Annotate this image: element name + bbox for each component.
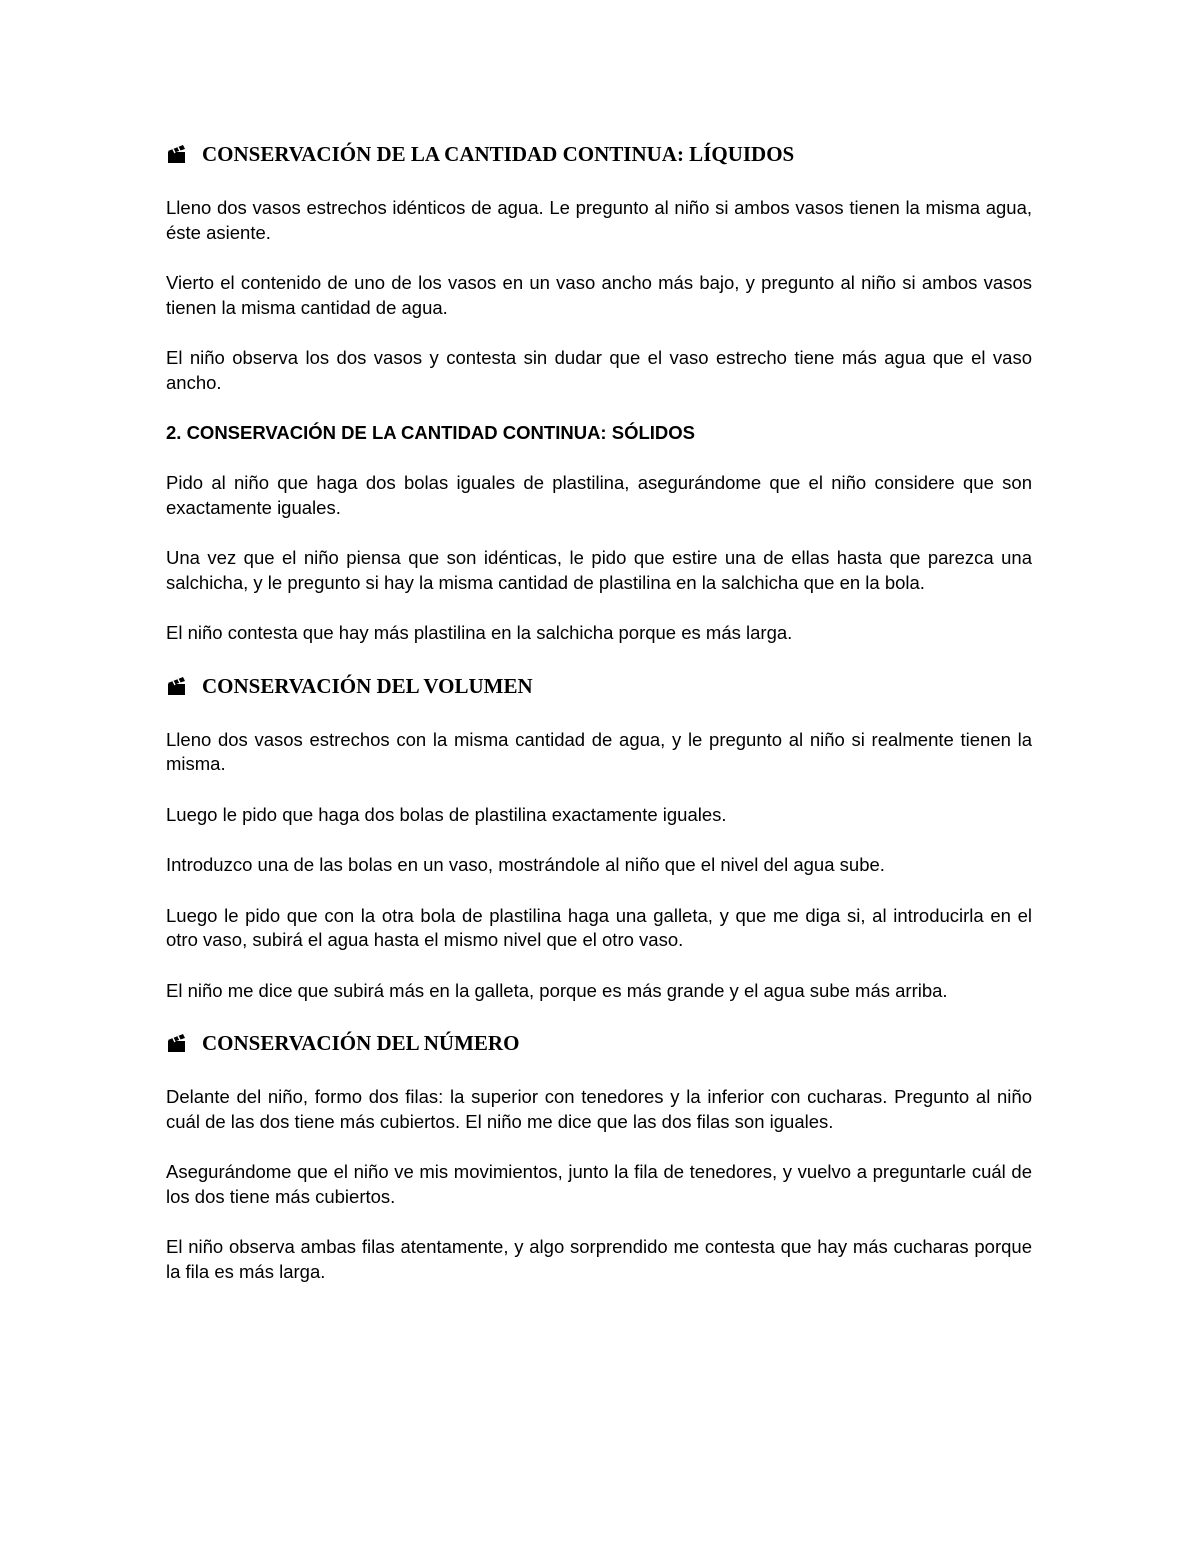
paragraph: El niño observa ambas filas atentamente, y algo sorprendido me contesta que hay más cucharas porque la fila es más larga. bbox=[166, 1236, 1032, 1282]
paragraph: Vierto el contenido de uno de los vasos en un vaso ancho más bajo, y pregunto al niño si ambos vasos tienen la misma cantidad de agua. bbox=[166, 272, 1032, 318]
section-title: CONSERVACIÓN DE LA CANTIDAD CONTINUA: LÍQUIDOS bbox=[202, 142, 795, 166]
paragraph: Una vez que el niño piensa que son idénticas, le pido que estire una de ellas hasta que parezca una salchicha, y le pregunto si hay la misma cantidad de plastilina en la salchicha que en la bola. bbox=[166, 547, 1032, 593]
section-heading-liquidos bbox=[166, 140, 1032, 168]
paragraph: Lleno dos vasos estrechos idénticos de agua. Le pregunto al niño si ambos vasos tienen la misma agua, éste asiente. bbox=[166, 197, 1032, 243]
section-title: CONSERVACIÓN DEL NÚMERO bbox=[202, 1031, 520, 1055]
clapperboard-icon bbox=[166, 1032, 188, 1054]
paragraph: Introduzco una de las bolas en un vaso, mostrándole al niño que el nivel del agua sube. bbox=[166, 854, 885, 875]
paragraph: Luego le pido que con la otra bola de plastilina haga una galleta, y que me diga si, al introducirla en el otro vaso, subirá el agua hasta el mismo nivel que el otro vaso. bbox=[166, 904, 1032, 950]
clapperboard-icon bbox=[166, 675, 188, 697]
clapperboard-icon bbox=[166, 143, 188, 165]
paragraph: Delante del niño, formo dos filas: la superior con tenedores y la inferior con cucharas. Pregunto al niño cuál de las dos tiene más cubiertos. El niño me dice que las dos filas son iguales. bbox=[166, 1086, 1032, 1132]
paragraph: El niño me dice que subirá más en la galleta, porque es más grande y el agua sube más arriba. bbox=[166, 979, 948, 1001]
paragraph: El niño contesta que hay más plastilina en la salchicha porque es más larga. bbox=[166, 622, 793, 643]
paragraph: El niño observa los dos vasos y contesta sin dudar que el vaso estrecho tiene más agua que el vaso ancho. bbox=[166, 347, 1032, 393]
section-title: CONSERVACIÓN DEL VOLUMEN bbox=[202, 673, 533, 698]
paragraph: Luego le pido que haga dos bolas de plastilina exactamente iguales. bbox=[166, 803, 727, 825]
document-page bbox=[166, 140, 1032, 1284]
section-heading-volumen bbox=[166, 672, 1032, 700]
section-heading-solidos: 2. CONSERVACIÓN DE LA CANTIDAD CONTINUA: SÓLIDOS bbox=[166, 422, 695, 443]
section-heading-numero bbox=[166, 1029, 1032, 1057]
paragraph: Pido al niño que haga dos bolas iguales de plastilina, asegurándome que el niño considere que son exactamente iguales. bbox=[166, 472, 1032, 518]
paragraph: Lleno dos vasos estrechos con la misma cantidad de agua, y le pregunto al niño si realmente tienen la misma. bbox=[166, 728, 1032, 774]
paragraph: Asegurándome que el niño ve mis movimientos, junto la fila de tenedores, y vuelvo a preguntarle cuál de los dos tiene más cubiertos. bbox=[166, 1161, 1032, 1207]
